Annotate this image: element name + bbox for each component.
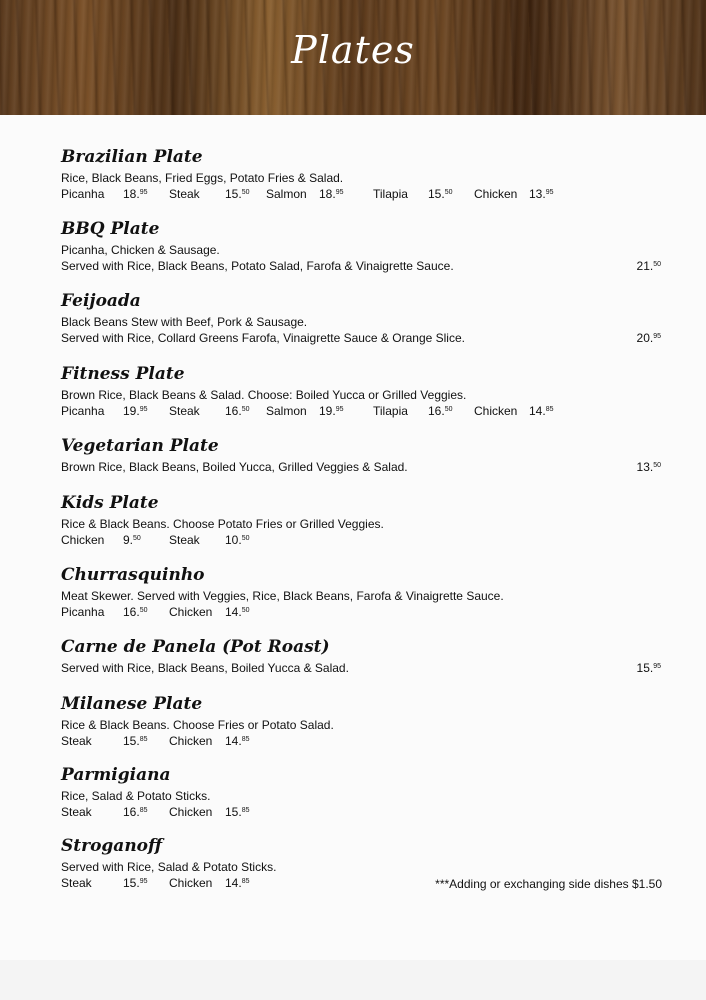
option-label: Steak xyxy=(169,187,200,201)
item-price: 15.95 xyxy=(636,661,661,675)
option-price: 15.95 xyxy=(123,876,148,890)
item-name: Parmigiana xyxy=(61,765,171,785)
wood-banner xyxy=(0,0,706,115)
option-price: 19.95 xyxy=(123,404,148,418)
option-price: 16.50 xyxy=(123,605,148,619)
option-label: Salmon xyxy=(266,187,307,201)
item-description: Rice & Black Beans. Choose Potato Fries or Grilled Veggies. xyxy=(61,517,384,531)
option-label: Picanha xyxy=(61,187,105,201)
item-name: Stroganoff xyxy=(61,836,163,856)
item-name: Feijoada xyxy=(61,291,141,311)
option-price: 13.95 xyxy=(529,187,554,201)
option-price: 16.50 xyxy=(428,404,453,418)
option-label: Salmon xyxy=(266,404,307,418)
option-price: 15.85 xyxy=(123,734,148,748)
option-price: 14.50 xyxy=(225,605,250,619)
price-options xyxy=(61,604,661,620)
item-description: Rice, Salad & Potato Sticks. xyxy=(61,789,211,803)
item-price: 21.50 xyxy=(636,259,661,273)
item-description: Black Beans Stew with Beef, Pork & Sausage. xyxy=(61,315,308,329)
menu-item xyxy=(61,219,661,274)
menu-item xyxy=(61,694,661,749)
price-options xyxy=(61,804,661,820)
item-name: Churrasquinho xyxy=(61,565,205,585)
option-label: Tilapia xyxy=(373,404,408,418)
menu-item xyxy=(61,765,661,820)
item-description: Served with Rice, Salad & Potato Sticks. xyxy=(61,860,277,874)
price-options xyxy=(61,532,661,548)
option-price: 18.95 xyxy=(319,187,344,201)
item-description: Meat Skewer. Served with Veggies, Rice, Black Beans, Farofa & Vinaigrette Sauce. xyxy=(61,589,504,603)
option-label: Steak xyxy=(61,805,92,819)
item-description: Served with Rice, Collard Greens Farofa, Vinaigrette Sauce & Orange Slice. 20.95 xyxy=(61,331,661,345)
option-price: 14.85 xyxy=(529,404,554,418)
page-title: Plates xyxy=(291,28,415,72)
item-description: Picanha, Chicken & Sausage. xyxy=(61,243,220,257)
item-name: BBQ Plate xyxy=(61,219,160,239)
menu-item xyxy=(61,291,661,346)
menu-item xyxy=(61,436,661,475)
price-options xyxy=(61,733,661,749)
item-name: Carne de Panela (Pot Roast) xyxy=(61,637,330,657)
option-price: 16.50 xyxy=(225,404,250,418)
option-label: Chicken xyxy=(169,805,213,819)
menu-item xyxy=(61,147,661,202)
option-label: Chicken xyxy=(474,404,518,418)
option-price: 14.85 xyxy=(225,734,250,748)
item-name: Fitness Plate xyxy=(61,364,185,384)
item-description: Rice, Black Beans, Fried Eggs, Potato Fries & Salad. xyxy=(61,171,344,185)
option-label: Steak xyxy=(169,404,200,418)
option-label: Tilapia xyxy=(373,187,408,201)
option-price: 15.50 xyxy=(225,187,250,201)
option-label: Chicken xyxy=(474,187,518,201)
item-name: Kids Plate xyxy=(61,493,159,513)
item-description: Served with Rice, Black Beans, Potato Salad, Farofa & Vinaigrette Sauce. 21.50 xyxy=(61,259,661,273)
item-description: Brown Rice, Black Beans & Salad. Choose: Boiled Yucca or Grilled Veggies. xyxy=(61,388,467,402)
item-name: Brazilian Plate xyxy=(61,147,203,167)
option-price: 10.50 xyxy=(225,533,250,547)
item-name: Vegetarian Plate xyxy=(61,436,219,456)
option-price: 15.50 xyxy=(428,187,453,201)
option-label: Steak xyxy=(61,876,92,890)
option-label: Picanha xyxy=(61,605,105,619)
option-price: 9.50 xyxy=(123,533,141,547)
option-label: Chicken xyxy=(61,533,105,547)
menu-item xyxy=(61,565,661,620)
option-price: 16.85 xyxy=(123,805,148,819)
menu-item xyxy=(61,364,661,419)
price-options xyxy=(61,403,661,419)
side-dish-footnote: ***Adding or exchanging side dishes $1.50 xyxy=(435,877,662,891)
option-price: 19.95 xyxy=(319,404,344,418)
menu-item xyxy=(61,493,661,548)
option-price: 18.95 xyxy=(123,187,148,201)
item-description: Rice & Black Beans. Choose Fries or Potato Salad. xyxy=(61,718,334,732)
menu-item xyxy=(61,637,661,676)
option-label: Chicken xyxy=(169,734,213,748)
option-label: Steak xyxy=(61,734,92,748)
option-price: 14.85 xyxy=(225,876,250,890)
item-description: Served with Rice, Black Beans, Boiled Yucca & Salad. 15.95 xyxy=(61,661,661,675)
item-description: Brown Rice, Black Beans, Boiled Yucca, Grilled Veggies & Salad. 13.50 xyxy=(61,460,661,474)
option-label: Chicken xyxy=(169,876,213,890)
item-name: Milanese Plate xyxy=(61,694,203,714)
option-label: Chicken xyxy=(169,605,213,619)
option-price: 15.85 xyxy=(225,805,250,819)
item-price: 20.95 xyxy=(636,331,661,345)
option-label: Picanha xyxy=(61,404,105,418)
item-price: 13.50 xyxy=(636,460,661,474)
option-label: Steak xyxy=(169,533,200,547)
price-options xyxy=(61,186,661,202)
